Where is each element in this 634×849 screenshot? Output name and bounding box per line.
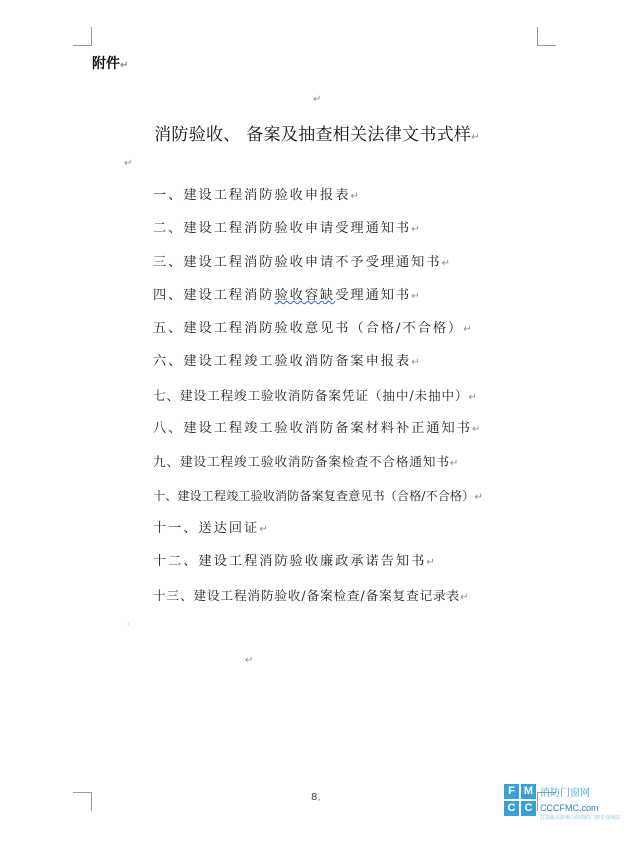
list-item-with-spellcheck: 四、建设工程消防验收容缺受理通知书: [153, 287, 412, 303]
list-item: 十、建设工程竣工验收消防备案复查意见书（合格/不合格）↵: [153, 488, 484, 503]
list-item: 六、建设工程竣工验收消防备案申报表↵: [153, 354, 422, 370]
margin-corner-top-left: [73, 27, 92, 46]
list-item: 十三、建设工程消防验收/备案检查/备案复查记录表↵: [153, 587, 470, 603]
watermark-site-name: 消防门窗网: [540, 788, 590, 799]
page-number-text: 8: [311, 792, 318, 803]
list-item: 七、建设工程竣工验收消防备案凭证（抽中/未抽中）↵: [153, 387, 478, 403]
watermark-tagline: 打造最具影响力的消防门窗专业网站: [540, 815, 621, 821]
list-item: 十二、建设工程消防验收廉政承诺告知书↵: [153, 554, 437, 570]
paragraph-mark: ↵: [313, 94, 322, 105]
margin-corner-top-right: [537, 27, 556, 46]
list-item: 五、建设工程消防验收意见书（合格/不合格）↵: [153, 321, 474, 337]
list-item: 四、建设工程消防验收容缺受理通知书↵: [153, 287, 422, 303]
page-number: 8,: [311, 792, 321, 803]
document-item-list: [153, 186, 483, 619]
attachment-text: 附件: [92, 56, 120, 72]
paragraph-mark: ↵: [120, 60, 129, 71]
logo-tile: F: [504, 784, 519, 799]
list-item: 九、建设工程竣工验收消防备案检查不合格通知书↵: [153, 454, 460, 470]
list-item: 十一、送达回证↵: [153, 520, 270, 536]
list-item: 八、建设工程竣工验收消防备案材料补正通知书↵: [153, 421, 483, 437]
list-item: 二、建设工程消防验收申请受理通知书↵: [153, 221, 422, 237]
logo-tile: M: [521, 784, 536, 799]
attachment-label: [92, 53, 128, 73]
margin-corner-bottom-left: [73, 792, 92, 811]
paragraph-mark: ↵: [124, 158, 133, 169]
small-mark: ·: [127, 620, 130, 629]
title-text: 消防验收、 备案及抽查相关法律文书式样: [154, 125, 472, 145]
watermark-url: CCCFMC.com: [540, 803, 599, 813]
paragraph-mark: ↵: [471, 132, 480, 143]
list-item: 三、建设工程消防验收申请不予受理通知书↵: [153, 254, 452, 270]
watermark-logo: [504, 784, 621, 824]
paragraph-mark: ↵: [245, 655, 254, 666]
spellcheck-underline: 验收容缺: [274, 287, 336, 303]
logo-tile: C: [521, 801, 536, 816]
logo-tile: C: [504, 801, 519, 816]
list-item: 一、建设工程消防验收申报表↵: [153, 188, 361, 203]
document-title: [0, 120, 634, 145]
